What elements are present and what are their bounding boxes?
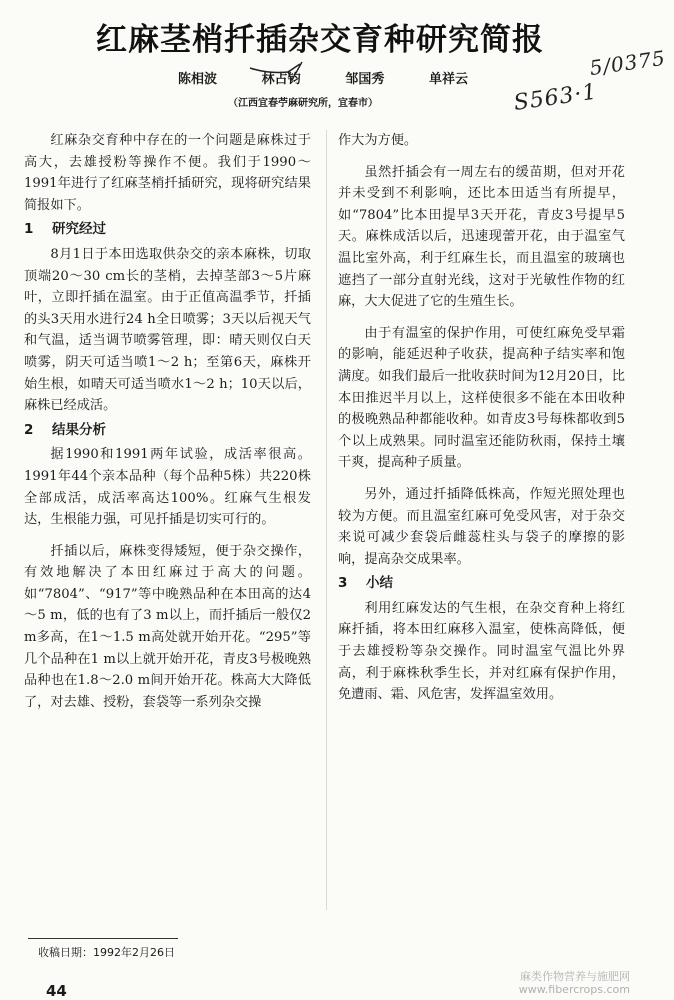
body-paragraph: 扦插以后，麻株变得矮短，便于杂交操作，有效地解决了本田红麻过于高大的问题。如“7804”、“917”等中晚熟品种在本田高的达4～5 m，低的也有了3 m以上，而扦插后一般仅2 m多高，在1～1.5 m高处就开始开花。“295”等几个品种在1 m以上就开始开花，青皮3号极晚熟品种也在1.8～2.0 m间开始开花。株高大大降低了，对去雄、授粉，套袋等一系列杂交操 bbox=[24, 543, 311, 710]
section-number: 2 bbox=[24, 421, 34, 438]
left-column bbox=[24, 130, 311, 713]
continued-line: 作大为方便。 bbox=[338, 133, 418, 148]
footnote-rule bbox=[28, 938, 178, 939]
section-heading bbox=[24, 219, 311, 241]
author-name: 邹国秀 bbox=[345, 72, 385, 87]
pen-checkmark bbox=[248, 62, 304, 82]
right-column bbox=[338, 130, 625, 706]
intro-paragraph: 红麻杂交育种中存在的一个问题是麻株过于高大，去雄授粉等操作不便。我们于1990～1991年进行了红麻茎梢扦插研究，现将研究结果简报如下。 bbox=[24, 133, 311, 213]
author-name: 陈相波 bbox=[178, 72, 218, 87]
site-watermark bbox=[519, 970, 630, 996]
body-paragraph: 由于有温室的保护作用，可使红麻免受早霜的影响，能延迟种子收获，提高种子结实率和饱满度。如我们最后一批收获时间为12月20日，比本田推迟半月以上，这样使很多不能在本田收种的极晚熟品种都能收种。如青皮3号每株都收到5个以上成熟果。同时温室还能防秋雨，保持土壤干爽，提高种子质量。 bbox=[338, 325, 625, 471]
call-number-fraction: 5/0375 bbox=[588, 45, 668, 81]
body-paragraph: 利用红麻发达的气生根，在杂交育种上将红麻扦插，将本田红麻移入温室，使株高降低，便于去雄授粉等杂交操作。同时温室气温比外界高，利于麻株秋季生长，并对红麻有保护作用，免遭雨、霜、风危害，发挥温室效用。 bbox=[338, 600, 625, 703]
section-heading bbox=[338, 573, 625, 595]
author-name: 单祥云 bbox=[428, 72, 468, 87]
watermark-title: 麻类作物营养与施肥网 bbox=[520, 970, 630, 983]
page-number: 44 bbox=[46, 982, 67, 1000]
author-list bbox=[178, 68, 468, 87]
body-paragraph: 据1990和1991两年试验，成活率很高。1991年44个亲本品种（每个品种5株）共220株全部成活，成活率高达100%。红麻气生根发达，生根能力强，可见扦插是切实可行的。 bbox=[24, 447, 311, 528]
body-paragraph: 8月1日于本田选取供杂交的亲本麻株，切取顶端20～30 cm长的茎梢，去掉茎部3～5片麻叶，立即扦插在温室。由于正值高温季节，扦插的头3天用水进行24 h全日喷雾；3天以后视天气和气温，适当调节喷雾管理，即：晴天则仅白天喷雾，阴天可适当喷1～2 h；至第6天，麻株开始生根，如晴天可适当喷水1～2 h；10天以后，麻株已经成活。 bbox=[24, 246, 311, 414]
body-paragraph: 虽然扦插会有一周左右的缓苗期，但对开花并未受到不利影响，还比本田适当有所提早，如“7804”比本田提早3天开花，青皮3号提早5天。麻株成活以后，迅速现蕾开花，由于温室气温比室外高，利于红麻生长，而且温室的玻璃也遮挡了一部分直射光线，这对于光敏性作物的红麻，大大促进了它的生殖生长。 bbox=[338, 164, 625, 310]
affiliation: （江西宜春苧麻研究所，宜春市） bbox=[228, 98, 378, 109]
received-date: 收稿日期：1992年2月26日 bbox=[38, 946, 175, 959]
column-divider bbox=[326, 130, 327, 910]
body-paragraph: 另外，通过扦插降低株高，作短光照处理也较为方便。而且温室红麻可免受风害，对于杂交来说可减少套袋后雌蕊柱头与袋子的摩擦的影响，提高杂交成果率。 bbox=[338, 486, 625, 567]
section-heading bbox=[24, 420, 311, 442]
watermark-url: www.fibercrops.com bbox=[518, 983, 630, 996]
section-number: 3 bbox=[338, 575, 348, 592]
section-number: 1 bbox=[24, 221, 34, 238]
section-title: 小结 bbox=[366, 575, 393, 592]
author-name: 林占钧 bbox=[261, 72, 301, 87]
call-number: S563·1 bbox=[512, 79, 599, 116]
section-title: 结果分析 bbox=[52, 421, 106, 438]
article-title: 红麻茎梢扦插杂交育种研究简报 bbox=[96, 22, 544, 58]
section-title: 研究经过 bbox=[52, 221, 106, 238]
